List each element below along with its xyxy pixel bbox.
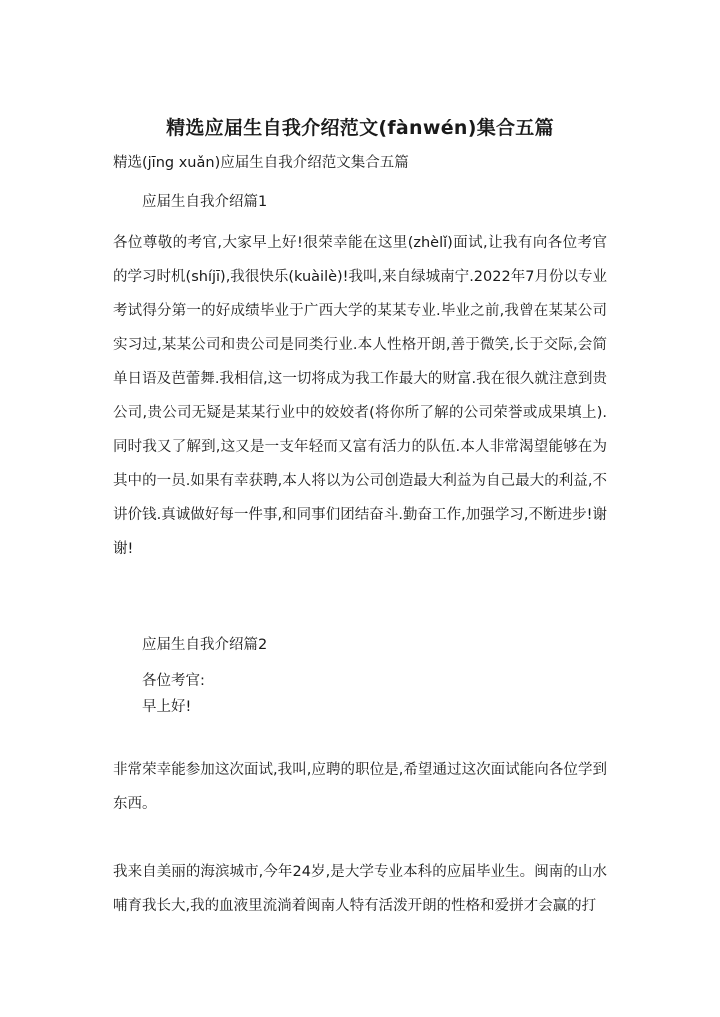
- section2-paragraph-2: [113, 855, 607, 923]
- section2-paragraph-2-text: 我来自美丽的海滨城市,今年24岁,是大学专业本科的应届毕业生。闽南的山水哺育我长大,我的血液里流淌着闽南人特有活泼开朗的性格和爱拼才会赢的打: [113, 864, 607, 914]
- section2-morning: 早上好!: [142, 699, 192, 715]
- section2-paragraph-1-text: 非常荣幸能参加这次面试,我叫,应聘的职位是,希望通过这次面试能向各位学到东西。: [113, 762, 607, 812]
- document-title: 精选应届生自我介绍范文(fànwén)集合五篇: [166, 117, 554, 139]
- section2-greeting: 各位考官:: [142, 673, 205, 689]
- section2-heading: 应届生自我介绍篇2: [142, 637, 268, 653]
- section1-heading: 应届生自我介绍篇1: [142, 194, 268, 210]
- section1-paragraph: 各位尊敬的考官,大家早上好!很荣幸能在这里(zhèlǐ)面试,让我有向各位考官的学习时机(shíjī),我很快乐(kuàilè)!我叫,来自绿城南宁.2022年7月份以专业考试得分第一的好成绩毕业于广西大学的某某专业.毕业之前,我曾在某某公司实习过,某某公司和贵公司是同类行业.本人性格开朗,善于微笑,长于交际,会简单日语及芭蕾舞.我相信,这一切将成为我工作最大的财富.我在很久就注意到贵公司,贵公司无疑是某某行业中的姣姣者(将你所了解的公司荣誉或成果填上).同时我又了解到,这又是一支年轻而又富有活力的队伍.本人非常渴望能够在为其中的一员.如果有幸获聘,本人将以为公司创造最大利益为自己最大的利益,不讲价钱.真诚做好每一件事,和同事们团结奋斗.勤奋工作,加强学习,不断进步!谢谢!: [113, 235, 607, 557]
- section1-body: [113, 226, 607, 566]
- section2-paragraph-1: [113, 753, 607, 821]
- document-subtitle: 精选(jīng xuǎn)应届生自我介绍范文集合五篇: [113, 155, 409, 171]
